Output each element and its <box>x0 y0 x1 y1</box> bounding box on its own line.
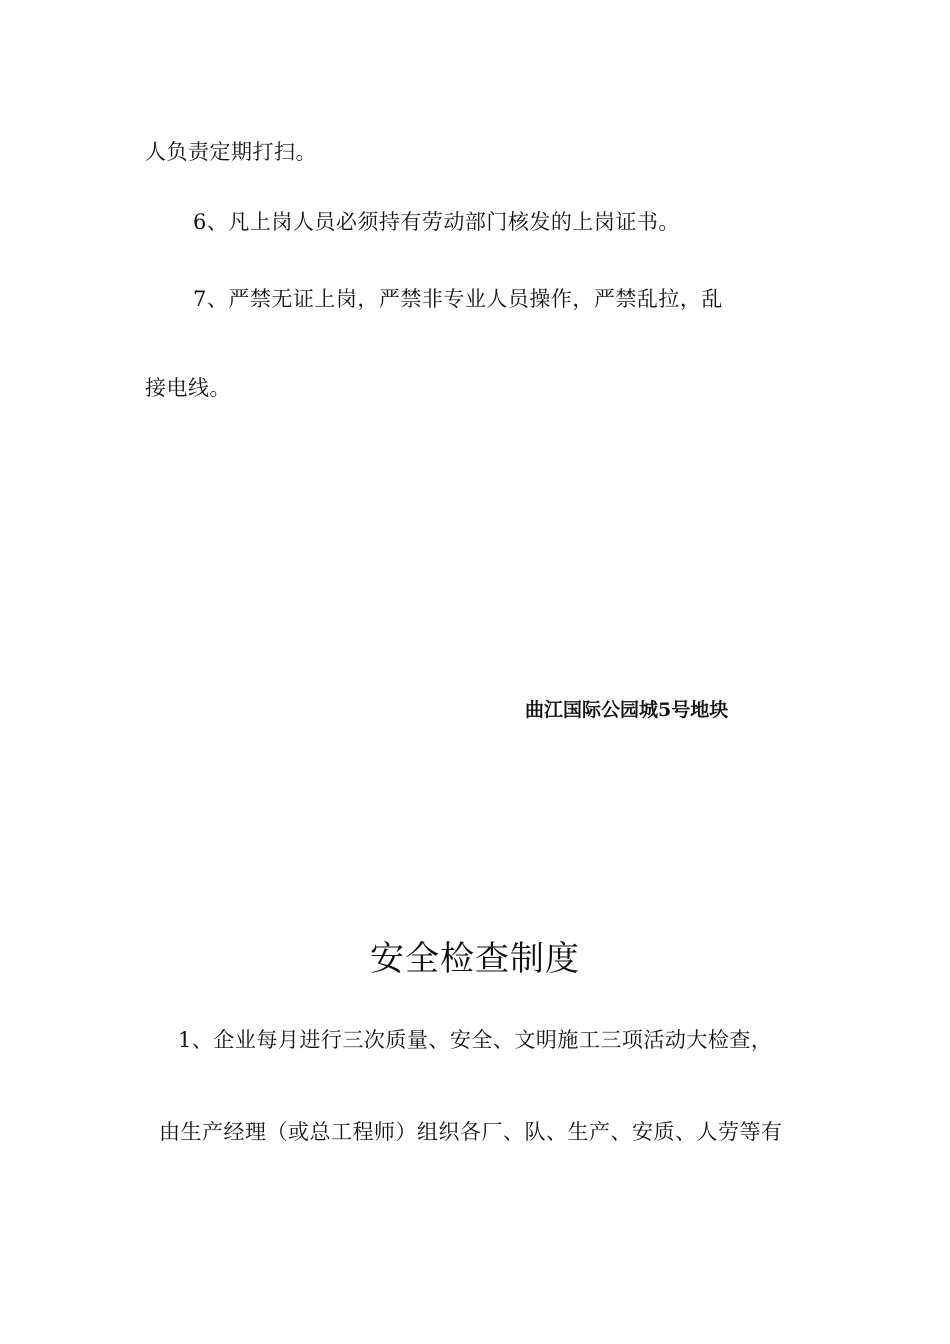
paragraph-line-1: 人负责定期打扫。 <box>145 140 317 164</box>
section-item-1-continuation: 由生产经理（或总工程师）组织各厂、队、生产、安质、人劳等有 <box>159 1120 783 1144</box>
rule-item-7-continuation: 接电线。 <box>145 376 231 400</box>
rule-item-7: 7、严禁无证上岗，严禁非专业人员操作，严禁乱拉，乱 <box>193 287 723 311</box>
section-item-1: 1、企业每月进行三次质量、安全、文明施工三项活动大检查， <box>178 1028 773 1052</box>
organization-label: 曲江国际公园城5号地块 <box>525 699 729 721</box>
section-title: 安全检查制度 <box>370 939 580 979</box>
rule-item-6: 6、凡上岗人员必须持有劳动部门核发的上岗证书。 <box>193 210 680 234</box>
